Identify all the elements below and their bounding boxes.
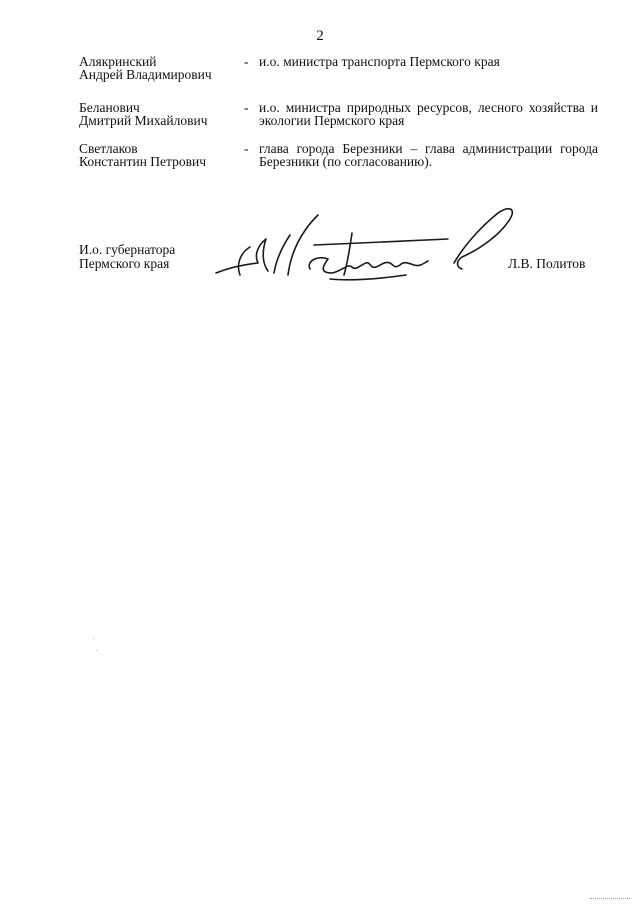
scan-speck (96, 650, 97, 651)
page-number: 2 (316, 28, 324, 44)
member-surname: Светлаков (79, 141, 138, 156)
member-name (79, 142, 239, 168)
signer-position-line2: Пермского края (79, 256, 170, 271)
member-role: и.о. министра транспорта Пермского края (259, 54, 500, 69)
handwritten-signature (210, 203, 520, 285)
member-row (79, 142, 599, 188)
member-role: глава города Березники – глава администрации города Березники (по согласованию). (259, 141, 598, 169)
members-list (79, 55, 599, 188)
signer-position-line1: И.о. губернатора (79, 242, 176, 257)
member-row (79, 55, 599, 101)
signer-name: Л.В. Политов (508, 256, 586, 271)
member-dash: - (244, 141, 249, 156)
scan-speck (93, 638, 94, 639)
member-surname: Беланович (79, 100, 140, 115)
member-row (79, 101, 599, 142)
member-given-names: Константин Петрович (79, 154, 206, 169)
member-name (79, 101, 239, 127)
member-role: и.о. министра природных ресурсов, лесного хозяйства и экологии Пермского края (259, 100, 598, 128)
member-given-names: Андрей Владимирович (79, 67, 212, 82)
member-dash: - (244, 100, 249, 115)
member-dash: - (244, 54, 249, 69)
signer-position (79, 243, 175, 271)
scan-footer-mark (590, 898, 630, 900)
member-name (79, 55, 239, 81)
member-given-names: Дмитрий Михайлович (79, 113, 208, 128)
member-surname: Алякринский (79, 54, 157, 69)
